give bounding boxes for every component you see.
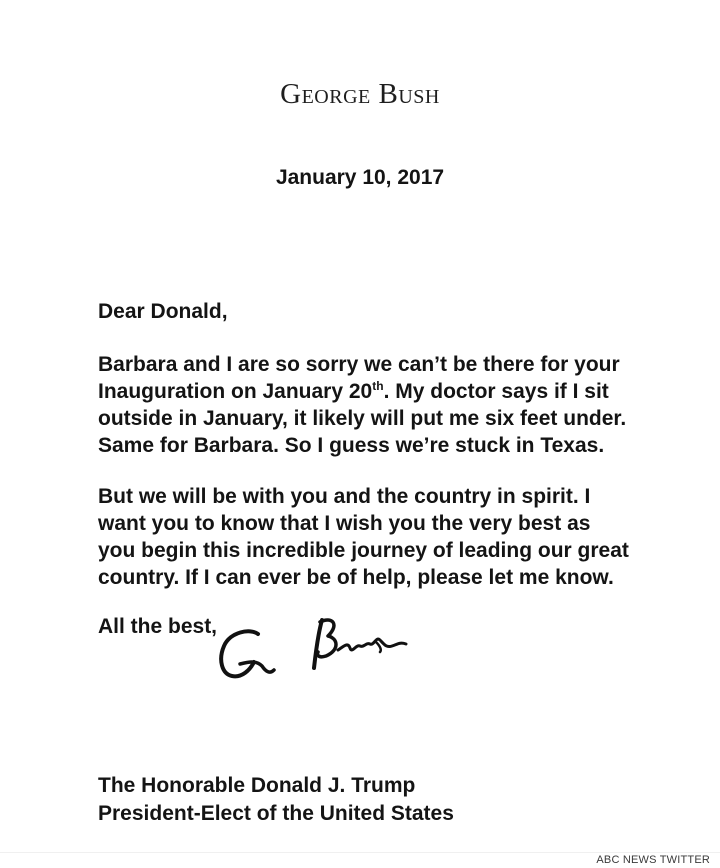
- body-paragraph-2: [98, 483, 629, 591]
- recipient-block: [98, 772, 454, 828]
- salutation: Dear Donald,: [98, 300, 228, 323]
- letterhead: George Bush: [280, 78, 440, 110]
- paragraph-line: Same for Barbara. So I guess we’re stuck in Texas.: [98, 434, 605, 457]
- paragraph-line: Barbara and I are so sorry we can’t be there for your: [98, 353, 620, 376]
- paragraph-text: Inauguration on January 20: [98, 380, 373, 403]
- image-credit: ABC NEWS TWITTER: [596, 854, 710, 866]
- letter-date: January 10, 2017: [275, 166, 445, 189]
- recipient-title: President-Elect of the United States: [98, 802, 454, 825]
- closing: All the best,: [98, 615, 218, 638]
- paragraph-line: outside in January, it likely will put me six feet under.: [98, 407, 627, 430]
- body-paragraph-1: [98, 351, 626, 459]
- paragraph-line: you begin this incredible journey of leading our great: [98, 539, 629, 562]
- paragraph-line: But we will be with you and the country in spirit. I: [98, 485, 591, 508]
- paragraph-line: country. If I can ever be of help, please let me know.: [98, 566, 614, 589]
- paragraph-line: want you to know that I wish you the very best as: [98, 512, 591, 535]
- footer-bar: [0, 852, 720, 868]
- paragraph-text: . My doctor says if I sit: [383, 380, 609, 403]
- ordinal-suffix: th: [372, 379, 384, 393]
- handwritten-signature: [210, 606, 430, 696]
- paragraph-line: [98, 378, 626, 405]
- recipient-name: The Honorable Donald J. Trump: [98, 774, 416, 797]
